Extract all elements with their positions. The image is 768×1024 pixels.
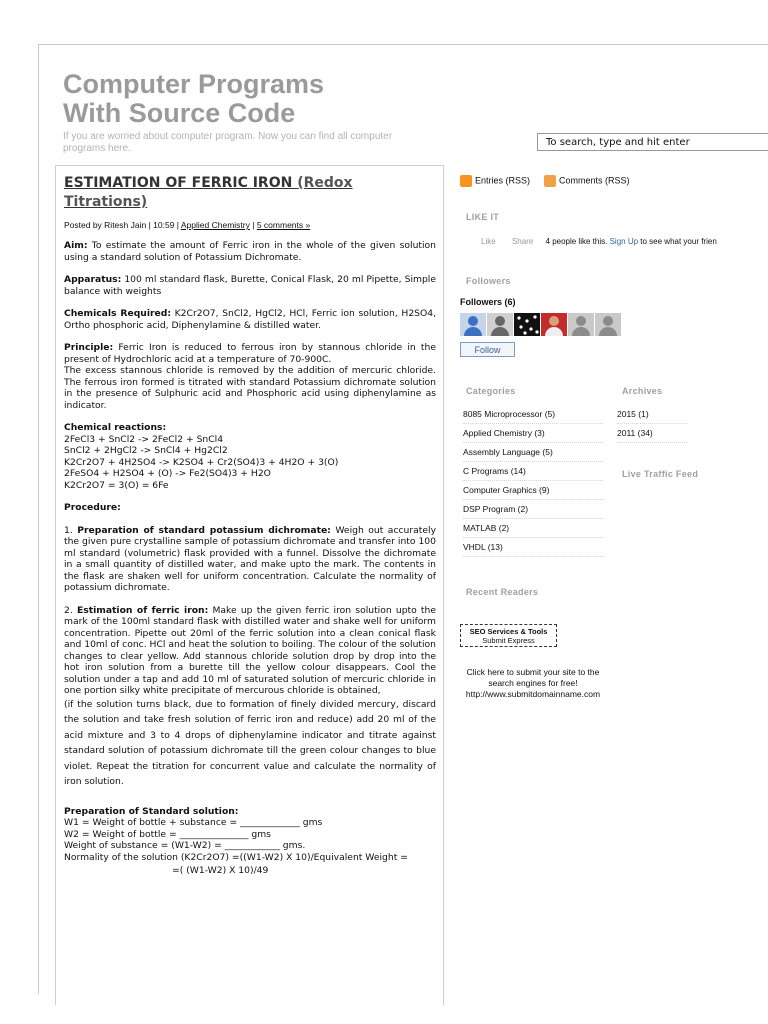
archive-item[interactable]: 2011 (34) [617, 424, 687, 443]
search-input[interactable] [537, 133, 768, 151]
post-byline [64, 220, 310, 230]
like-tail-text: to see what your frien [640, 237, 717, 246]
entries-rss-label[interactable]: Entries (RSS) [475, 175, 531, 186]
categories-list [463, 405, 603, 557]
reaction-line: K2Cr2O7 + 4H2SO4 -> K2SO4 + Cr2(SO4)3 + 4H2O + 3(O) [64, 456, 339, 468]
step-1-number: 1. [64, 524, 73, 536]
category-item[interactable]: MATLAB (2) [463, 519, 603, 538]
step-2-text: Make up the given ferric iron solution upto the mark of the 100ml standard flask with distilled water and shake well for uniform concentration. Pipette out 20ml of the ferric solution into a clean conical flask and 10ml of conc. HCl and heat the solution to boiling. The colour of the solution changes to clear yellow. Add stannous chloride solution drop by drop into the hot iron solution from a burette till the yellow colour disappears. Cool the solution under a tap and add 10 ml of saturated solution of mercuric chloride in one portion silky white precipitate of mercurous chloride is obtained, [64, 604, 437, 696]
seo-subtitle: Submit Express [482, 636, 535, 645]
follower-avatars [460, 313, 621, 336]
avatar[interactable] [460, 313, 486, 336]
preparation-label: Preparation of Standard solution: [64, 805, 239, 817]
step-2-continued: (if the solution turns black, due to formation of finely divided mercury, discard the solution and take fresh solution of ferric iron and reduce) add 20 ml of the acid mixture and 3 to 4 drops of diphenylamine indicator and titrate against standard solution of potassium dichromate till the green colour changes to blue violet. Repeat the titration for concurrent value and calculate the normality of iron solution. [64, 698, 436, 787]
procedure-heading [64, 502, 436, 514]
aim-text: To estimate the amount of Ferric iron in the whole of the given solution using a standard solution of Potassium Dichromate. [64, 240, 437, 263]
chemicals-paragraph [64, 308, 436, 331]
category-item[interactable]: C Programs (14) [463, 462, 603, 481]
avatar[interactable] [541, 313, 567, 336]
category-item[interactable]: Computer Graphics (9) [463, 481, 603, 500]
principle-paragraph [64, 342, 436, 411]
share-button[interactable]: Share [511, 237, 534, 246]
category-item[interactable]: Applied Chemistry (3) [463, 424, 603, 443]
principle-label: Principle: [64, 342, 114, 353]
comments-link[interactable]: 5 comments » [256, 220, 311, 230]
comments-rss-label[interactable]: Comments (RSS) [559, 175, 630, 186]
procedure-label: Procedure: [64, 502, 121, 513]
reaction-line: SnCl2 + 2HgCl2 -> SnCl4 + Hg2Cl2 [64, 445, 228, 456]
avatar[interactable] [568, 313, 594, 336]
frame-top-border [38, 44, 768, 45]
prep-line: Weight of substance = (W1-W2) = ____________ gms. [64, 840, 306, 851]
like-widget [481, 237, 717, 246]
category-item[interactable]: VHDL (13) [463, 538, 603, 557]
like-button[interactable]: Like [481, 237, 496, 246]
chemicals-label: Chemicals Required: [64, 308, 172, 319]
seo-title: SEO Services & Tools [469, 627, 548, 636]
reaction-line: K2Cr2O7 = 3(O) = 6Fe [64, 479, 169, 491]
avatar[interactable] [487, 313, 513, 336]
like-count-text: 4 people like this. [545, 237, 608, 246]
signup-link[interactable]: Sign Up [609, 237, 639, 246]
blog-title-line-1[interactable]: Computer Programs [63, 69, 325, 99]
apparatus-label: Apparatus: [64, 274, 122, 285]
apparatus-paragraph [64, 274, 436, 297]
frame-left-border [38, 44, 39, 994]
archive-item[interactable]: 2015 (1) [617, 405, 687, 424]
prep-line: W1 = Weight of bottle + substance = _____________ gms [64, 817, 323, 828]
seo-banner[interactable] [460, 624, 557, 647]
post-title-sub[interactable]: (Redox Titrations) [64, 175, 353, 210]
post-title[interactable] [64, 174, 424, 212]
post-container [55, 165, 444, 1005]
prep-line: W2 = Weight of bottle = _______________ gms [64, 828, 271, 840]
step-2-label: Estimation of ferric iron: [76, 604, 209, 616]
reaction-line: 2FeCl3 + SnCl2 -> 2FeCl2 + SnCl4 [64, 433, 224, 445]
like-heading: LIKE IT [466, 212, 500, 222]
recent-readers-heading: Recent Readers [466, 587, 539, 597]
chemicals-text: K2Cr2O7, SnCl2, HgCl2, HCl, Ferric ion solution, H2SO4, Ortho phosphoric acid, Diphenylamine & distilled water. [64, 308, 436, 331]
reactions-block [64, 422, 436, 491]
live-traffic-heading: Live Traffic Feed [622, 469, 699, 479]
comments-rss-link[interactable] [544, 175, 630, 187]
post-body [64, 240, 436, 888]
entries-rss-link[interactable] [460, 175, 530, 187]
step-1-text: Weigh out accurately the given pure crystalline sample of potassium dichromate and transfer into 100 ml standard (volumetric) flask provided with a funnel. Dissolve the dichromate in a small quantity of distilled water, and make upto the mark. The contents in the flask are shaken well for uniform concentration. Calculate the normality of potassium dichromate. [64, 524, 437, 593]
followers-count: Followers (6) [460, 297, 516, 307]
followers-heading: Followers [466, 276, 511, 286]
blog-title-line-2[interactable]: With Source Code [63, 98, 296, 128]
categories-heading: Categories [466, 386, 516, 396]
principle-text-2: The excess stannous chloride is removed by the addition of mercuric chloride. The ferrous iron formed is titrated with standard Potassium dichromate solution in the presence of Sulphuric acid and Phosphoric acid using diphenylamine as indicator. [64, 365, 436, 411]
dots-pattern-icon [514, 313, 540, 336]
blog-title[interactable] [63, 70, 443, 128]
aim-paragraph [64, 240, 436, 263]
submit-site-link[interactable]: Click here to submit your site to the search engines for free! http://www.submitdomainname.com [465, 667, 601, 699]
post-title-main[interactable]: ESTIMATION OF FERRIC IRON [64, 175, 293, 191]
mail-icon [544, 175, 556, 187]
archives-heading: Archives [622, 386, 663, 396]
aim-label: Aim: [64, 240, 88, 251]
principle-text-1: Ferric Iron is reduced to ferrous iron by stannous chloride in the present of Hydrochloric acid at a temperature of 70-900C. [64, 342, 436, 365]
avatar[interactable] [595, 313, 621, 336]
follow-button[interactable]: Follow [460, 342, 515, 357]
feed-links [460, 175, 630, 187]
reaction-line: 2FeSO4 + H2SO4 + (O) -> Fe2(SO4)3 + H2O [64, 468, 271, 479]
byline-separator: | [252, 220, 255, 230]
prep-line-last: =( (W1-W2) X 10)/49 [172, 865, 269, 876]
avatar[interactable] [514, 313, 540, 336]
archives-list [617, 405, 687, 443]
category-item[interactable]: DSP Program (2) [463, 500, 603, 519]
rss-icon [460, 175, 472, 187]
blog-description: If you are worried about computer program. Now you can find all computer programs here. [63, 131, 393, 154]
step-1-label: Preparation of standard potassium dichromate: [77, 524, 331, 536]
category-link[interactable]: Applied Chemistry [180, 220, 250, 230]
step-2-paragraph [64, 605, 436, 697]
step-1-paragraph [64, 525, 436, 594]
category-item[interactable]: 8085 Microprocessor (5) [463, 405, 603, 424]
apparatus-text: 100 ml standard flask, Burette, Conical Flask, 20 ml Pipette, Simple balance with weights [64, 274, 436, 297]
preparation-block [64, 806, 436, 877]
byline-author-time: Posted by Ritesh Jain | 10:59 | [64, 220, 179, 230]
step-2-number: 2. [64, 604, 73, 616]
category-item[interactable]: Assembly Language (5) [463, 443, 603, 462]
reactions-label: Chemical reactions: [64, 422, 167, 433]
prep-line: Normality of the solution (K2Cr2O7) =((W1-W2) X 10)/Equivalent Weight = [64, 851, 408, 863]
